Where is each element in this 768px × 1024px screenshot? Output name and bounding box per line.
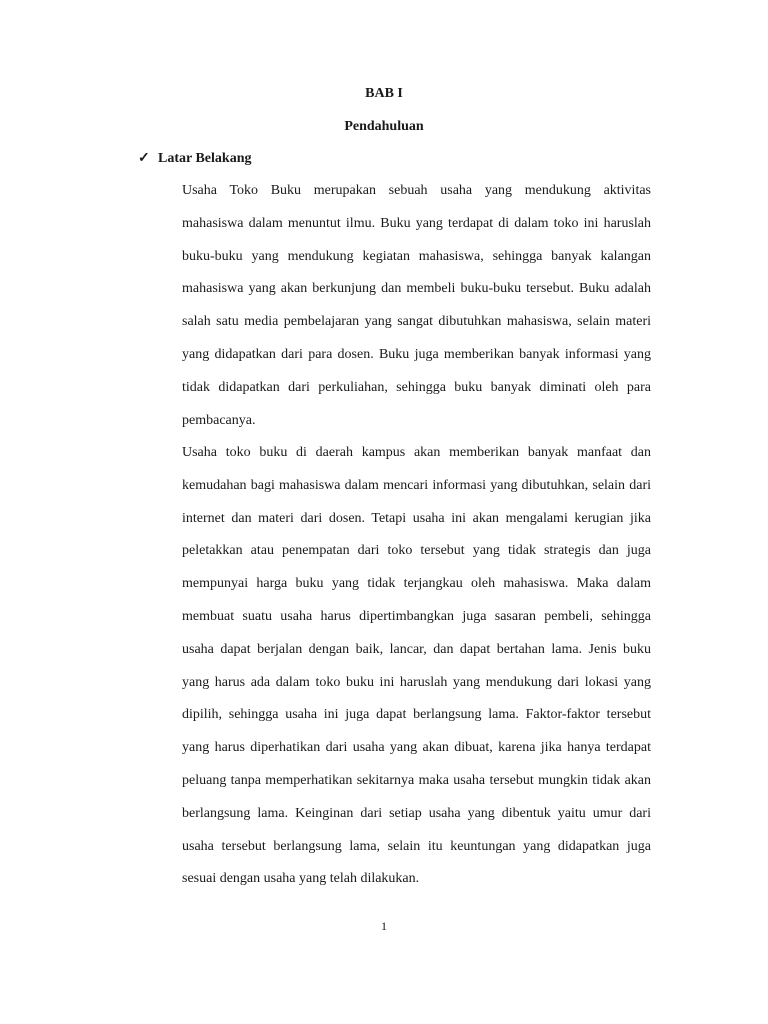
page-number: 1 — [381, 919, 387, 933]
section-title: Latar Belakang — [158, 150, 252, 166]
checkmark-icon: ✓ — [138, 151, 150, 166]
paragraph-line: tidak didapatkan dari perkuliahan, sehingga buku banyak diminati oleh para — [182, 379, 651, 395]
paragraph-line: mahasiswa yang akan berkunjung dan membeli buku-buku tersebut. Buku adalah — [182, 281, 651, 297]
paragraph-line: internet dan materi dari dosen. Tetapi usaha ini akan mengalami kerugian jika — [182, 510, 651, 526]
paragraph-line: membuat suatu usaha harus dipertimbangkan juga sasaran pembeli, sehingga — [182, 608, 651, 624]
section-heading — [138, 150, 251, 167]
paragraph-line: usaha tersebut berlangsung lama, selain itu keuntungan yang didapatkan juga — [182, 838, 651, 854]
paragraph-line: yang harus diperhatikan dari usaha yang akan dibuat, karena jika hanya terdapat — [182, 740, 651, 756]
paragraph-line: sesuai dengan usaha yang telah dilakukan. — [182, 871, 420, 887]
paragraph-line: salah satu media pembelajaran yang sangat dibutuhkan mahasiswa, selain materi — [182, 314, 651, 330]
paragraph-line: peluang tanpa memperhatikan sekitarnya maka usaha tersebut mungkin tidak akan — [182, 772, 651, 788]
paragraph-line: mahasiswa dalam menuntut ilmu. Buku yang terdapat di dalam toko ini haruslah — [182, 215, 651, 231]
paragraph-line: berlangsung lama. Keinginan dari setiap usaha yang dibentuk yaitu umur dari — [182, 805, 651, 821]
paragraph-line: yang didapatkan dari para dosen. Buku juga memberikan banyak informasi yang — [182, 346, 651, 362]
paragraph-line: Usaha toko buku di daerah kampus akan memberikan banyak manfaat dan — [182, 445, 651, 460]
paragraph-line: usaha dapat berjalan dengan baik, lancar, dan dapat bertahan lama. Jenis buku — [182, 641, 651, 657]
paragraph-line: mempunyai harga buku yang tidak terjangkau oleh mahasiswa. Maka dalam — [182, 576, 651, 592]
chapter-heading: BAB I — [365, 86, 403, 101]
paragraph-1 — [182, 182, 651, 444]
paragraph-line: kemudahan bagi mahasiswa dalam mencari informasi yang dibutuhkan, selain dari — [182, 477, 651, 493]
chapter-title: Pendahuluan — [344, 119, 424, 134]
paragraph-line: yang harus ada dalam toko buku ini haruslah yang mendukung dari lokasi yang — [182, 674, 651, 690]
paragraph-line: dipilih, sehingga usaha ini juga dapat berlangsung lama. Faktor-faktor tersebut — [182, 707, 651, 723]
paragraph-line: pembacanya. — [182, 412, 256, 428]
paragraph-2 — [182, 444, 651, 903]
paragraph-line: peletakkan atau penempatan dari toko tersebut yang tidak strategis dan juga — [182, 543, 651, 559]
paragraph-line: Usaha Toko Buku merupakan sebuah usaha yang mendukung aktivitas — [182, 183, 651, 198]
paragraph-line: buku-buku yang mendukung kegiatan mahasiswa, sehingga banyak kalangan — [182, 248, 651, 264]
